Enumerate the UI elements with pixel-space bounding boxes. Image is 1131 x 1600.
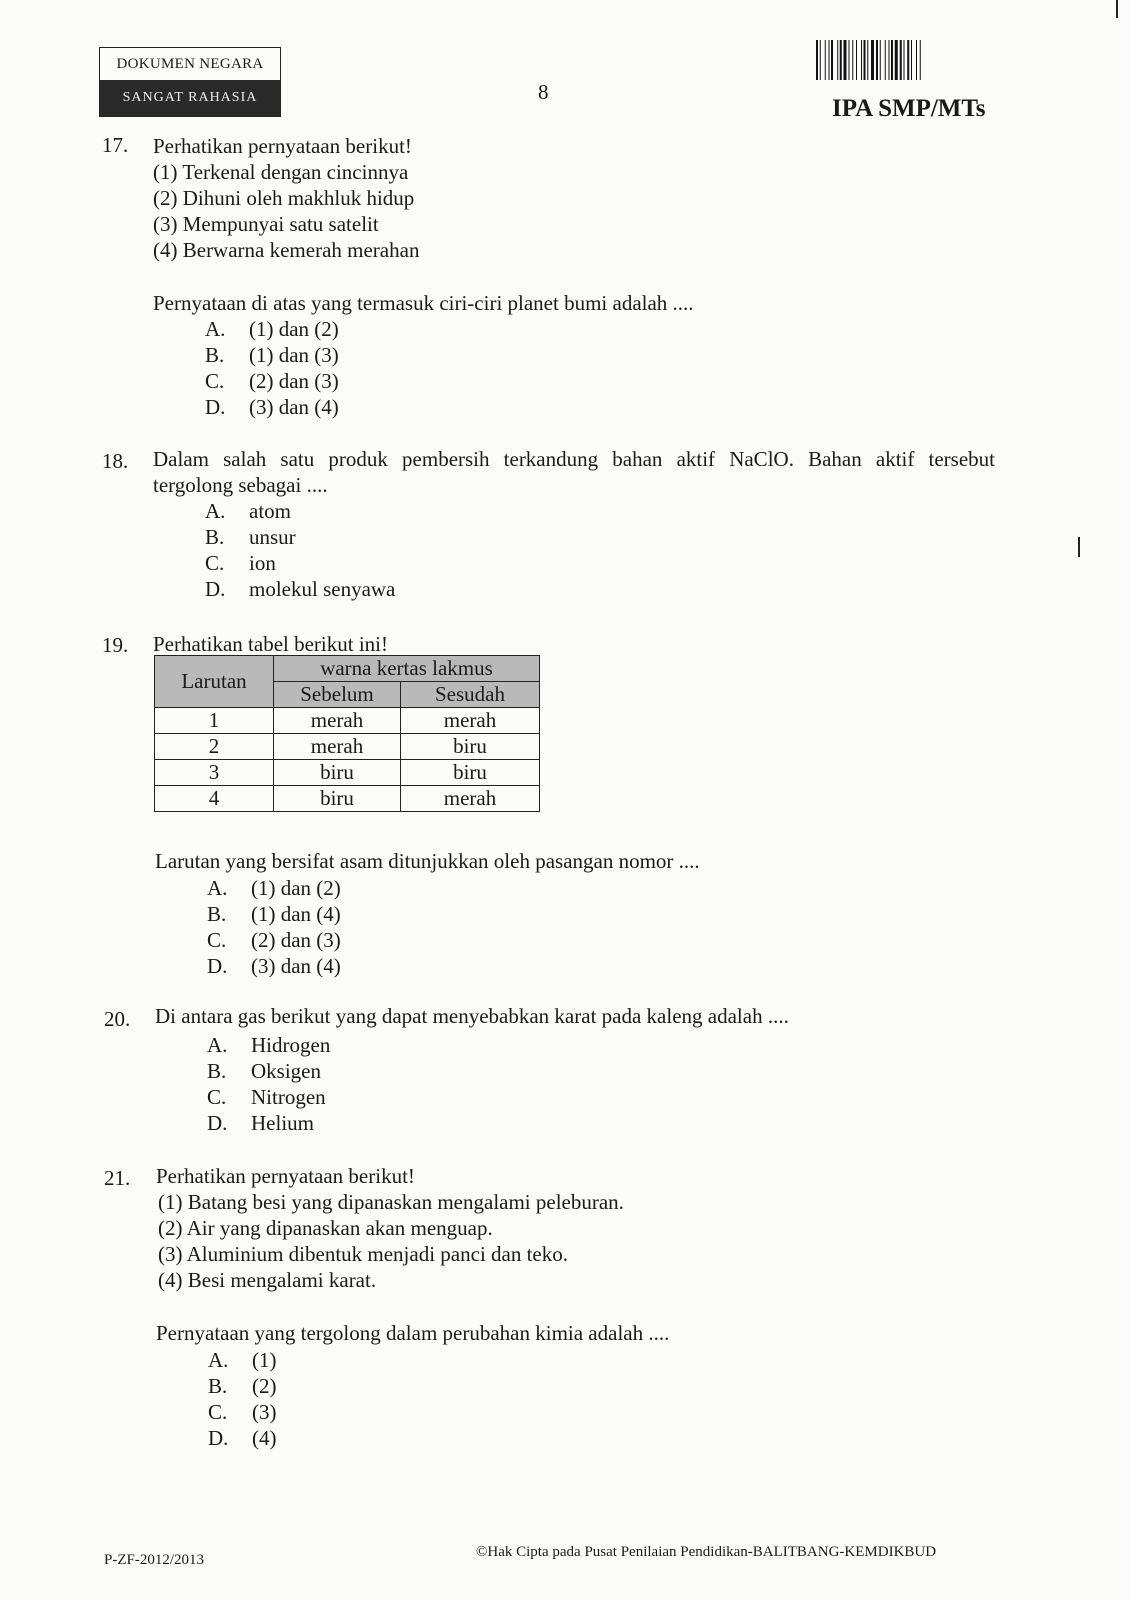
option-text: (2) dan (3): [249, 369, 339, 393]
option-text: (1) dan (2): [251, 876, 341, 900]
option-letter: A.: [207, 876, 228, 900]
option-letter: C.: [205, 369, 225, 393]
question-prompt: Perhatikan pernyataan berikut!: [156, 1164, 415, 1188]
statement: (2) Dihuni oleh makhluk hidup: [153, 186, 415, 210]
option-text: (4): [252, 1426, 277, 1450]
subject-title: IPA SMP/MTs: [832, 95, 986, 122]
barcode-bar: [885, 40, 886, 80]
option-letter: D.: [205, 577, 226, 601]
barcode-bar: [864, 40, 866, 80]
barcode-bar: [871, 40, 874, 80]
question-number: 20.: [104, 1007, 131, 1031]
table-cell: 4: [155, 786, 274, 812]
question-prompt: Di antara gas berikut yang dapat menyebabkan karat pada kaleng adalah ....: [155, 1004, 789, 1028]
option-letter: A.: [208, 1348, 229, 1372]
answer-option: [207, 927, 341, 953]
option-text: ion: [249, 551, 276, 575]
question-prompt: Perhatikan tabel berikut ini!: [153, 632, 389, 656]
question-number: 21.: [104, 1166, 131, 1190]
option-letter: D.: [207, 954, 228, 978]
statement: (4) Besi mengalami karat.: [158, 1268, 377, 1292]
answer-option: [205, 498, 291, 524]
barcode-bar: [825, 40, 826, 80]
barcode-bar: [856, 40, 857, 80]
option-letter: A.: [205, 499, 226, 523]
barcode-bar: [867, 40, 868, 80]
answer-option: [205, 316, 339, 342]
document-code: P-ZF-2012/2013: [104, 1552, 205, 1568]
option-letter: C.: [207, 1085, 227, 1109]
question-prompt: Dalam salah satu produk pembersih terkandung bahan aktif NaClO. Bahan aktif tersebut: [153, 447, 995, 471]
table-row: [155, 734, 540, 760]
option-text: (1) dan (4): [251, 902, 341, 926]
option-text: (2): [252, 1374, 277, 1398]
answer-option: [207, 953, 341, 979]
barcode-bar: [837, 40, 838, 80]
table-row: [155, 708, 540, 734]
question-text: Pernyataan yang tergolong dalam perubahan kimia adalah ....: [156, 1321, 670, 1345]
doc-label: DOKUMEN NEGARA: [116, 55, 264, 72]
barcode-bar: [840, 40, 842, 80]
barcode-bar: [907, 40, 909, 80]
table-header-group: warna kertas lakmus: [274, 656, 540, 682]
option-text: (3) dan (4): [251, 954, 341, 978]
option-text: (1): [252, 1348, 277, 1372]
barcode-bar: [861, 40, 862, 80]
scan-mark: [1078, 537, 1080, 557]
statement: (1) Batang besi yang dipanaskan mengalami peleburan.: [158, 1190, 624, 1214]
answer-option: [207, 1084, 326, 1110]
option-letter: B.: [205, 343, 225, 367]
barcode-icon: [816, 40, 1002, 80]
answer-option: [207, 901, 341, 927]
barcode-bar: [920, 40, 921, 80]
table-header-larutan: Larutan: [155, 656, 274, 708]
answer-option: [205, 576, 395, 602]
question-text: Larutan yang bersifat asam ditunjukkan oleh pasangan nomor ....: [155, 849, 700, 873]
option-letter: D.: [207, 1111, 228, 1135]
table-cell: 2: [155, 734, 274, 760]
option-letter: D.: [208, 1426, 229, 1450]
page-number: 8: [538, 80, 549, 104]
barcode-bar: [820, 40, 821, 80]
barcode-bar: [916, 40, 917, 80]
question-number: 17.: [102, 133, 129, 157]
question-number: 19.: [102, 633, 129, 657]
barcode-bar: [891, 40, 893, 80]
option-text: (1) dan (3): [249, 343, 339, 367]
answer-option: [207, 1058, 321, 1084]
option-letter: B.: [208, 1374, 228, 1398]
option-text: (2) dan (3): [251, 928, 341, 952]
option-letter: C.: [205, 551, 225, 575]
table-cell: biru: [274, 760, 401, 786]
table-cell: biru: [401, 760, 540, 786]
answer-option: [205, 524, 296, 550]
option-letter: B.: [207, 1059, 227, 1083]
option-text: (3): [252, 1400, 277, 1424]
barcode-bar: [816, 40, 818, 80]
option-text: atom: [249, 499, 291, 523]
table-header-after: Sesudah: [401, 682, 540, 708]
option-text: Hidrogen: [251, 1033, 331, 1057]
answer-option: [205, 394, 339, 420]
answer-option: [205, 342, 339, 368]
barcode-bar: [911, 40, 912, 80]
table-cell: 3: [155, 760, 274, 786]
option-letter: D.: [205, 395, 226, 419]
option-letter: C.: [208, 1400, 228, 1424]
statement: (3) Aluminium dibentuk menjadi panci dan teko.: [158, 1242, 569, 1266]
barcode-bar: [900, 40, 902, 80]
option-text: Nitrogen: [251, 1085, 326, 1109]
answer-option: [208, 1347, 277, 1373]
table-cell: merah: [274, 734, 401, 760]
table-row: [155, 760, 540, 786]
barcode-bar: [852, 40, 853, 80]
copyright-notice: ©Hak Cipta pada Pusat Penilaian Pendidikan-BALITBANG-KEMDIKBUD: [476, 1544, 937, 1560]
barcode-bar: [904, 40, 905, 80]
option-letter: B.: [207, 902, 227, 926]
scan-mark: [1116, 0, 1118, 18]
barcode-bar: [876, 40, 878, 80]
answer-option: [207, 1110, 314, 1136]
answer-option: [207, 1032, 330, 1058]
table-cell: 1: [155, 708, 274, 734]
table-header-before: Sebelum: [274, 682, 401, 708]
statement: (3) Mempunyai satu satelit: [153, 212, 379, 236]
table-row: [155, 786, 540, 812]
barcode-bar: [880, 40, 881, 80]
answer-option: [208, 1373, 277, 1399]
question-prompt: Perhatikan pernyataan berikut!: [153, 134, 412, 158]
barcode-bar: [889, 40, 890, 80]
option-letter: A.: [207, 1033, 228, 1057]
secret-label: SANGAT RAHASIA: [100, 80, 280, 116]
barcode-bar: [831, 40, 833, 80]
barcode-bar: [895, 40, 898, 80]
table-cell: merah: [401, 708, 540, 734]
answer-option: [208, 1425, 277, 1451]
barcode-bar: [829, 40, 830, 80]
answer-option: [208, 1399, 277, 1425]
option-text: unsur: [249, 525, 296, 549]
table-cell: merah: [274, 708, 401, 734]
option-letter: B.: [205, 525, 225, 549]
option-letter: C.: [207, 928, 227, 952]
statement: (4) Berwarna kemerah merahan: [153, 238, 420, 262]
table-cell: merah: [401, 786, 540, 812]
litmus-table: [154, 655, 540, 812]
answer-option: [205, 368, 339, 394]
answer-option: [205, 550, 276, 576]
option-text: molekul senyawa: [249, 577, 396, 601]
table-cell: biru: [274, 786, 401, 812]
statement: (1) Terkenal dengan cincinnya: [153, 160, 409, 184]
option-text: Oksigen: [251, 1059, 321, 1083]
barcode-bar: [849, 40, 850, 80]
document-classification-box: [99, 47, 281, 117]
question-prompt: tergolong sebagai ....: [153, 473, 328, 497]
table-cell: biru: [401, 734, 540, 760]
option-text: (3) dan (4): [249, 395, 339, 419]
answer-option: [207, 875, 341, 901]
question-number: 18.: [102, 449, 129, 473]
option-letter: A.: [205, 317, 226, 341]
statement: (2) Air yang dipanaskan akan menguap.: [158, 1216, 493, 1240]
question-text: Pernyataan di atas yang termasuk ciri-ciri planet bumi adalah ....: [153, 291, 694, 315]
option-text: (1) dan (2): [249, 317, 339, 341]
option-text: Helium: [251, 1111, 314, 1135]
barcode-bar: [844, 40, 847, 80]
